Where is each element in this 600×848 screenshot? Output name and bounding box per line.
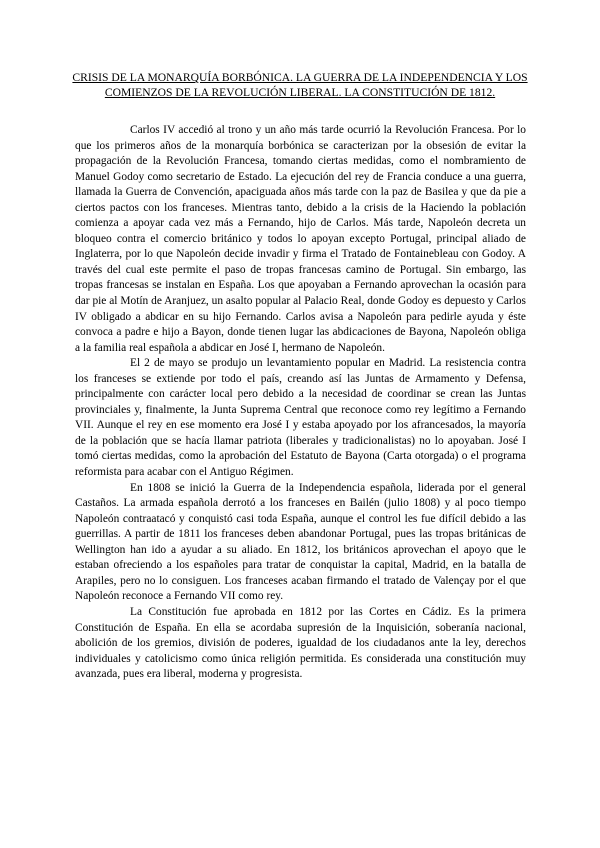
document-title: CRISIS DE LA MONARQUÍA BORBÓNICA. LA GUERRA DE LA INDEPENDENCIA Y LOS COMIENZOS DE LA REVOLUCIÓN LIBERAL. LA CONSTITUCIÓN DE 1812. (72, 71, 528, 99)
paragraph-guerra-independencia: En 1808 se inició la Guerra de la Independencia española, liderada por el general Castaños. La armada española derrotó a los franceses en Bailén (julio 1808) y al poco tiempo Napoleón contraatacó y conquistó casi toda España, aunque el control les fue difícil debido a las guerrillas. A partir de 1811 los franceses deben abandonar Portugal, pues las tropas británicas de Wellington han ido a ayudar a su aliado. En 1812, los británicos aprovechan el apoyo que le estaban ofreciendo a los españoles para tratar de conquistar la capital, Madrid, en la batalla de Arapiles, pero no lo consiguen. Los franceses acaban firmando el tratado de Valençay por el que Napoleón reconoce a Fernando VII como rey. (75, 481, 526, 603)
paragraph-2-de-mayo: El 2 de mayo se produjo un levantamiento popular en Madrid. La resistencia contra los franceses se extiende por todo el país, creando así las Juntas de Armamento y Defensa, principalmente con carácter local pero debido a la necesidad de coordinar se crean las Juntas provinciales y, finalmente, la Junta Suprema Central que reconoce como rey legítimo a Fernando VII. Aunque el rey en ese momento era José I y estaba apoyado por los afrancesados, la mayoría de la población que se hacía llamar patriota (liberales y tradicionalistas) no lo apoyaban. José I tomó ciertas medidas, como la aprobación del Estatuto de Bayona (Carta otorgada) o el programa reformista para acabar con el Antiguo Régimen. (75, 357, 526, 479)
paragraph-constitucion-1812: La Constitución fue aprobada en 1812 por las Cortes en Cádiz. Es la primera Constitución de España. En ella se acordaba supresión de la Inquisición, soberanía nacional, abolición de los gremios, división de poderes, igualdad de los ciudadanos ante la ley, derechos individuales y catolicismo como única religión permitida. Es considerada una constitución muy avanzada, pues era liberal, moderna y progresista. (75, 605, 526, 681)
paragraph-carlos-iv: Carlos IV accedió al trono y un año más tarde ocurrió la Revolución Francesa. Por lo que los primeros años de la monarquía borbónica se caracterizan por la obsesión de evitar la propagación de la Revolución Francesa, tomando ciertas medidas, como el nombramiento de Manuel Godoy como secretario de Estado. La ejecución del rey de Francia conduce a una guerra, llamada la Guerra de Convención, apaciguada años más tarde con la paz de Basilea y que da pie a ciertos pactos con los franceses. Mientras tanto, debido a la crisis de la Haciendo la población comienza a apoyar cada vez más a Fernando, hijo de Carlos. Más tarde, Napoleón decreta un bloqueo contra el comercio británico y todos lo apoyan excepto Portugal, principal aliado de Inglaterra, por lo que Napoleón decide invadir y firma el Tratado de Fontainebleau con Godoy. A través del cual este permite el paso de tropas francesas camino de Portugal. Sin embargo, las tropas francesas se instalan en España. Los que apoyaban a Fernando aprovechan la ocasión para dar pie al Motín de Aranjuez, un asalto popular al Palacio Real, donde Godoy es depuesto y Carlos IV obligado a abdicar en su hijo Fernando. Carlos avisa a Napoleón para pedirle ayuda y éste convoca a padre e hijo a Bayon, donde tienen lugar las abdicaciones de Bayona, Napoleón obliga a la familia real española a abdicar en José I, hermano de Napoleón. (75, 124, 526, 354)
document-body (75, 123, 526, 683)
